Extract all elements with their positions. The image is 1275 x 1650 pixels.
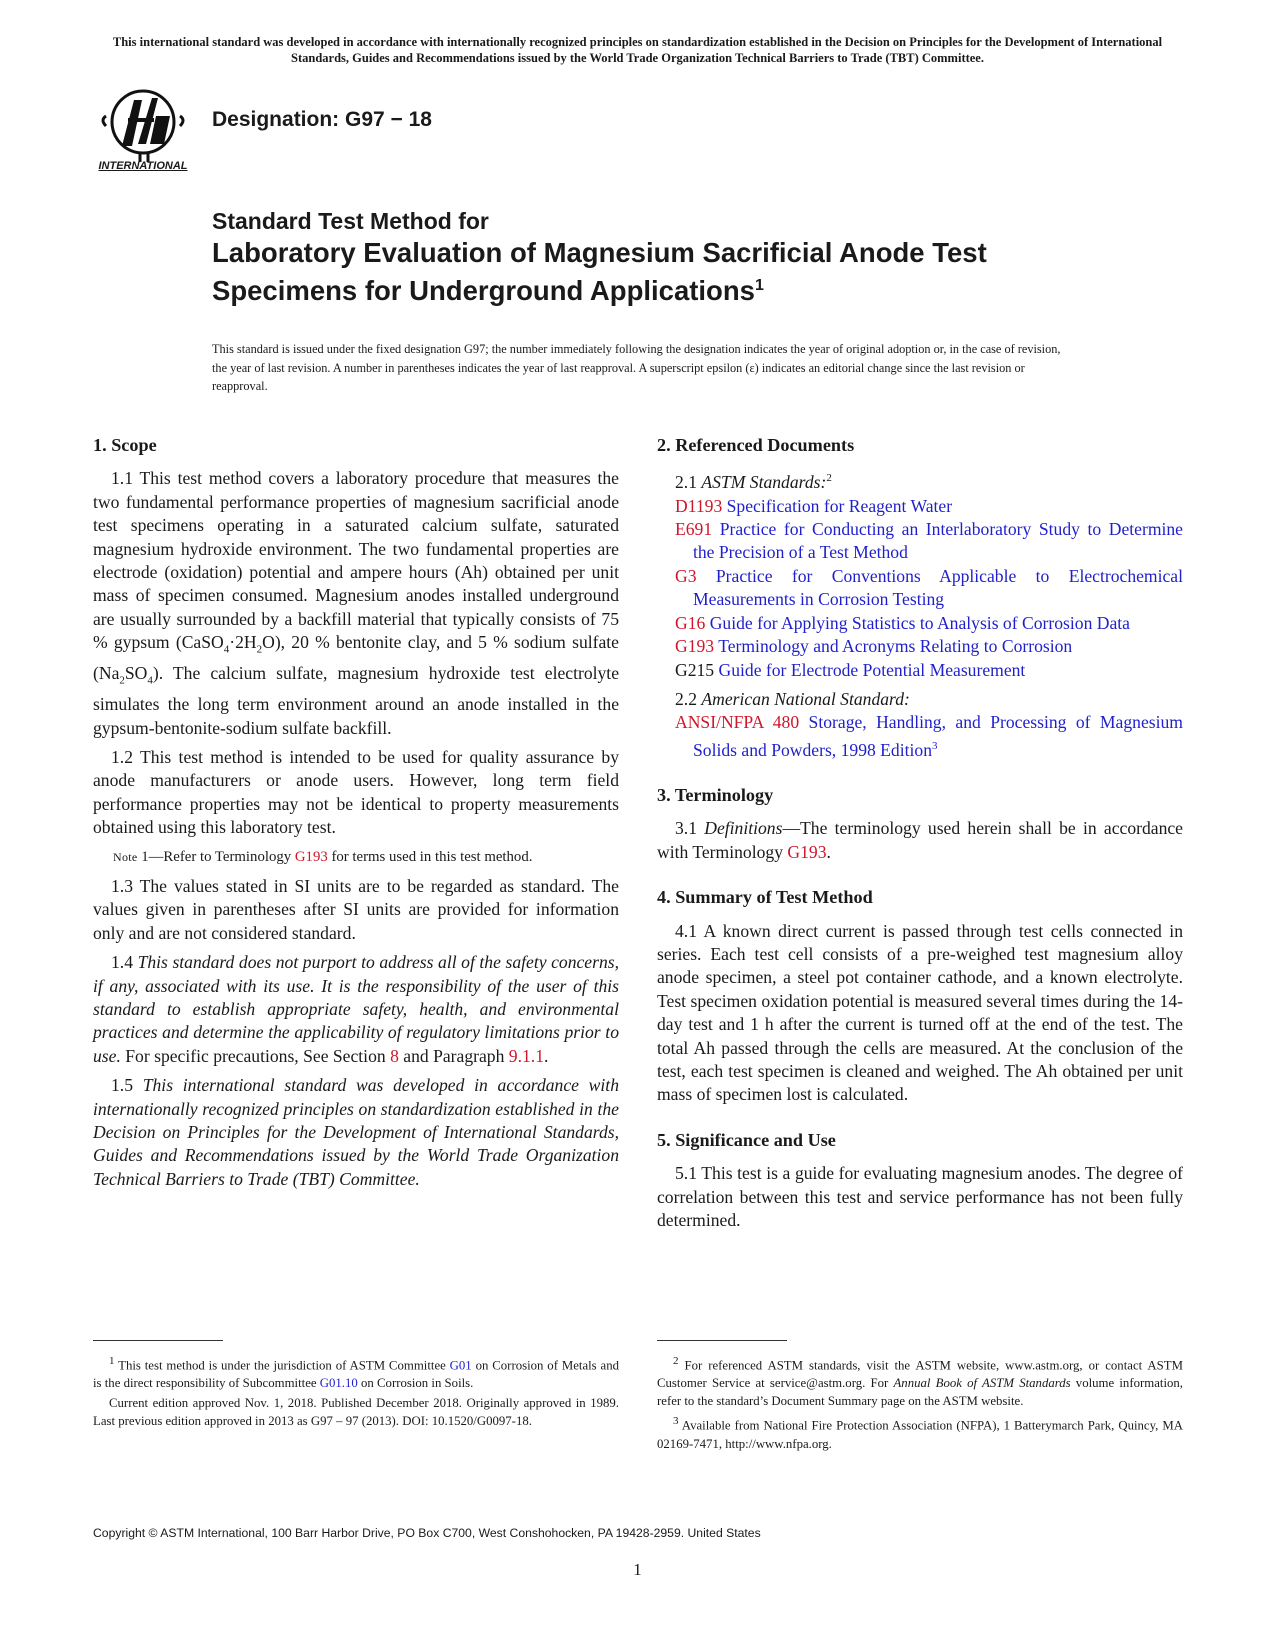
logo-text: INTERNATIONAL	[98, 160, 188, 172]
scope-1-2: 1.2 This test method is intended to be used for quality assurance by anode manufacturers or anode users. However, long term field performance properties may not be identical to property measurements obtained using this laboratory test.	[93, 746, 619, 838]
left-column	[93, 434, 619, 1197]
ref-d1193[interactable]: D1193 Specification for Reagent Water	[675, 495, 953, 516]
terminology-heading: 3. Terminology	[657, 785, 774, 805]
astm-standards-subheading: 2.1 ASTM Standards:$^2$	[675, 472, 832, 493]
link-subcommittee-g01-10[interactable]: G01.10	[319, 1376, 358, 1391]
note-label: Note	[113, 849, 138, 864]
footnote-1-edition: Current edition approved Nov. 1, 2018. Published December 2018. Originally approved in 1989. Last previous edition approved in 2013 as G97 – 97 (2013). DOI: 10.1520/G0097-18.	[93, 1396, 619, 1429]
scope-1-4: 1.4 This standard does not purport to address all of the safety concerns, if any, associated with its use. It is the responsibility of the user of this standard to establish appropriate safety, health, and environmental practices and determine the applicability of regulatory limitations prior to use. For specific precautions, See Section 8 and Paragraph 9.1.1.	[93, 952, 619, 1066]
right-column	[657, 434, 1183, 1239]
page-title	[212, 236, 1112, 307]
ref-g16[interactable]: G16 Guide for Applying Statistics to Analysis of Corrosion Data	[675, 612, 1130, 633]
summary-heading: 4. Summary of Test Method	[657, 887, 873, 908]
referenced-documents-heading: 2. Referenced Documents	[657, 435, 855, 455]
ref-g3[interactable]: G3 Practice for Conventions Applicable to Electrochemical Measurements in Corrosion Testing	[675, 565, 1183, 610]
scope-1-1: 1.1 This test method covers a laboratory procedure that measures the two fundamental performance properties of magnesium sacrificial anode test specimens operating in a saturated calcium sulfate, saturated magnesium hydroxide environment. The two fundamental properties are electrode (oxidation) potential and ampere hours (Ah) obtained per unit mass of specimen consumed. Magnesium anodes installed underground are usually surrounded by a backfill material that typically consists of 75 % gypsum $(CaSO_4\cdot 2H_2O)$, 20 % bentonite clay, and 5 % sodium sulfate $(Na_2SO_4)$. The calcium sulfate, magnesium hydroxide test electrolyte simulates the long term environment around an anode installed in the gypsum-bentonite-sodium sulfate backfill.	[93, 468, 619, 738]
top-notice: This international standard was developed in accordance with internationally recognized principles on standardization established in the Decision on Principles for the Development of International Standards, Guides and Recommendations issued by the World Trade Organization Technical Barriers to Trade (TBT) Committee.	[112, 35, 1163, 65]
link-paragraph-9-1-1[interactable]: 9.1.1	[508, 1045, 544, 1066]
significance-heading: 5. Significance and Use	[657, 1129, 836, 1150]
scope-1-5: 1.5 This international standard was developed in accordance with internationally recognized principles on standardization established in the Decision on Principles for the Development of International Standards, Guides and Recommendations issued by the World Trade Organization Technical Barriers to Trade (TBT) Committee.	[93, 1075, 619, 1189]
link-section-8[interactable]: 8	[390, 1045, 399, 1066]
scope-1-3: 1.3 The values stated in SI units are to be regarded as standard. The values given in parentheses after SI units are provided for information only and are not considered standard.	[93, 875, 619, 943]
ref-g193[interactable]: G193 Terminology and Acronyms Relating to Corrosion	[675, 636, 1073, 657]
footnote-2: $^2$ For referenced ASTM standards, visit the ASTM website, www.astm.org, or contact ASTM Customer Service at service@astm.org. For Annual Book of ASTM Standards volume information, refer to the standard’s Document Summary page on the ASTM website.	[657, 1355, 1183, 1409]
title-block	[212, 206, 1112, 307]
footnote-3: $^3$ Available from National Fire Protection Association (NFPA), 1 Batterymarch Park, Quincy, MA 02169-7471, http://www.nfpa.org.	[657, 1415, 1183, 1451]
ref-g215[interactable]: G215 Guide for Electrode Potential Measurement	[675, 659, 1026, 680]
scope-note-1: Note 1—Refer to Terminology G193 for terms used in this test method.	[113, 848, 533, 865]
astm-logo	[92, 86, 194, 176]
designation: Designation: G97 − 18	[212, 108, 432, 131]
ref-ansi-nfpa-480[interactable]: ANSI/NFPA 480 Storage, Handling, and Processing of Magnesium Solids and Powders, 1998 Edition$^3$	[675, 712, 1183, 760]
title-footnote-ref: 1	[754, 277, 764, 294]
footnote-rule-left	[93, 1340, 223, 1341]
scope-heading: 1. Scope	[93, 435, 157, 455]
link-g193-terminology[interactable]: G193	[787, 841, 827, 862]
title-main-text: Laboratory Evaluation of Magnesium Sacrificial Anode Test Specimens for Underground Applications	[212, 237, 987, 307]
summary-4-1: 4.1 A known direct current is passed through test cells connected in series. Each test cell consists of a pre-weighed test magnesium alloy anode specimen, a steel pot container cathode, and a known electrolyte. Test specimen oxidation potential is measured several times during the 14-day test and 1 h after the current is turned off at the end of the test. The total Ah passed through the cells are measured. At the conclusion of the test, each test specimen is cleaned and weighed. The Ah obtained per unit mass of specimen lost is calculated.	[657, 920, 1183, 1105]
link-committee-g01[interactable]: G01	[449, 1358, 472, 1373]
issue-note: This standard is issued under the fixed designation G97; the number immediately following the designation indicates the year of original adoption or, in the case of revision, the year of last revision. A number in parentheses indicates the year of last reapproval. A superscript epsilon (ε) indicates an editorial change since the last revision or reapproval.	[212, 342, 1061, 394]
ansi-subheading: 2.2 American National Standard:	[675, 688, 910, 709]
significance-5-1: 5.1 This test is a guide for evaluating magnesium anodes. The degree of correlation between this test and service performance has not been fully determined.	[657, 1163, 1183, 1231]
footnotes-right	[657, 1352, 1183, 1455]
link-g193-note[interactable]: G193	[294, 848, 328, 865]
terminology-3-1: 3.1 Definitions—The terminology used herein shall be in accordance with Terminology G193.	[657, 818, 1183, 862]
footnote-rule-right	[657, 1340, 787, 1341]
copyright: Copyright © ASTM International, 100 Barr Harbor Drive, PO Box C700, West Conshohocken, PA 19428-2959. United States	[93, 1526, 761, 1540]
footnotes-left	[93, 1352, 619, 1432]
footnote-1: $^1$ This test method is under the jurisdiction of ASTM Committee G01 on Corrosion of Metals and is the direct responsibility of Subcommittee G01.10 on Corrosion in Soils.	[93, 1355, 619, 1391]
title-pre: Standard Test Method for	[212, 208, 489, 234]
page-number: 1	[633, 1560, 642, 1579]
ref-e691[interactable]: E691 Practice for Conducting an Interlaboratory Study to Determine the Precision of a Test Method	[675, 519, 1183, 563]
